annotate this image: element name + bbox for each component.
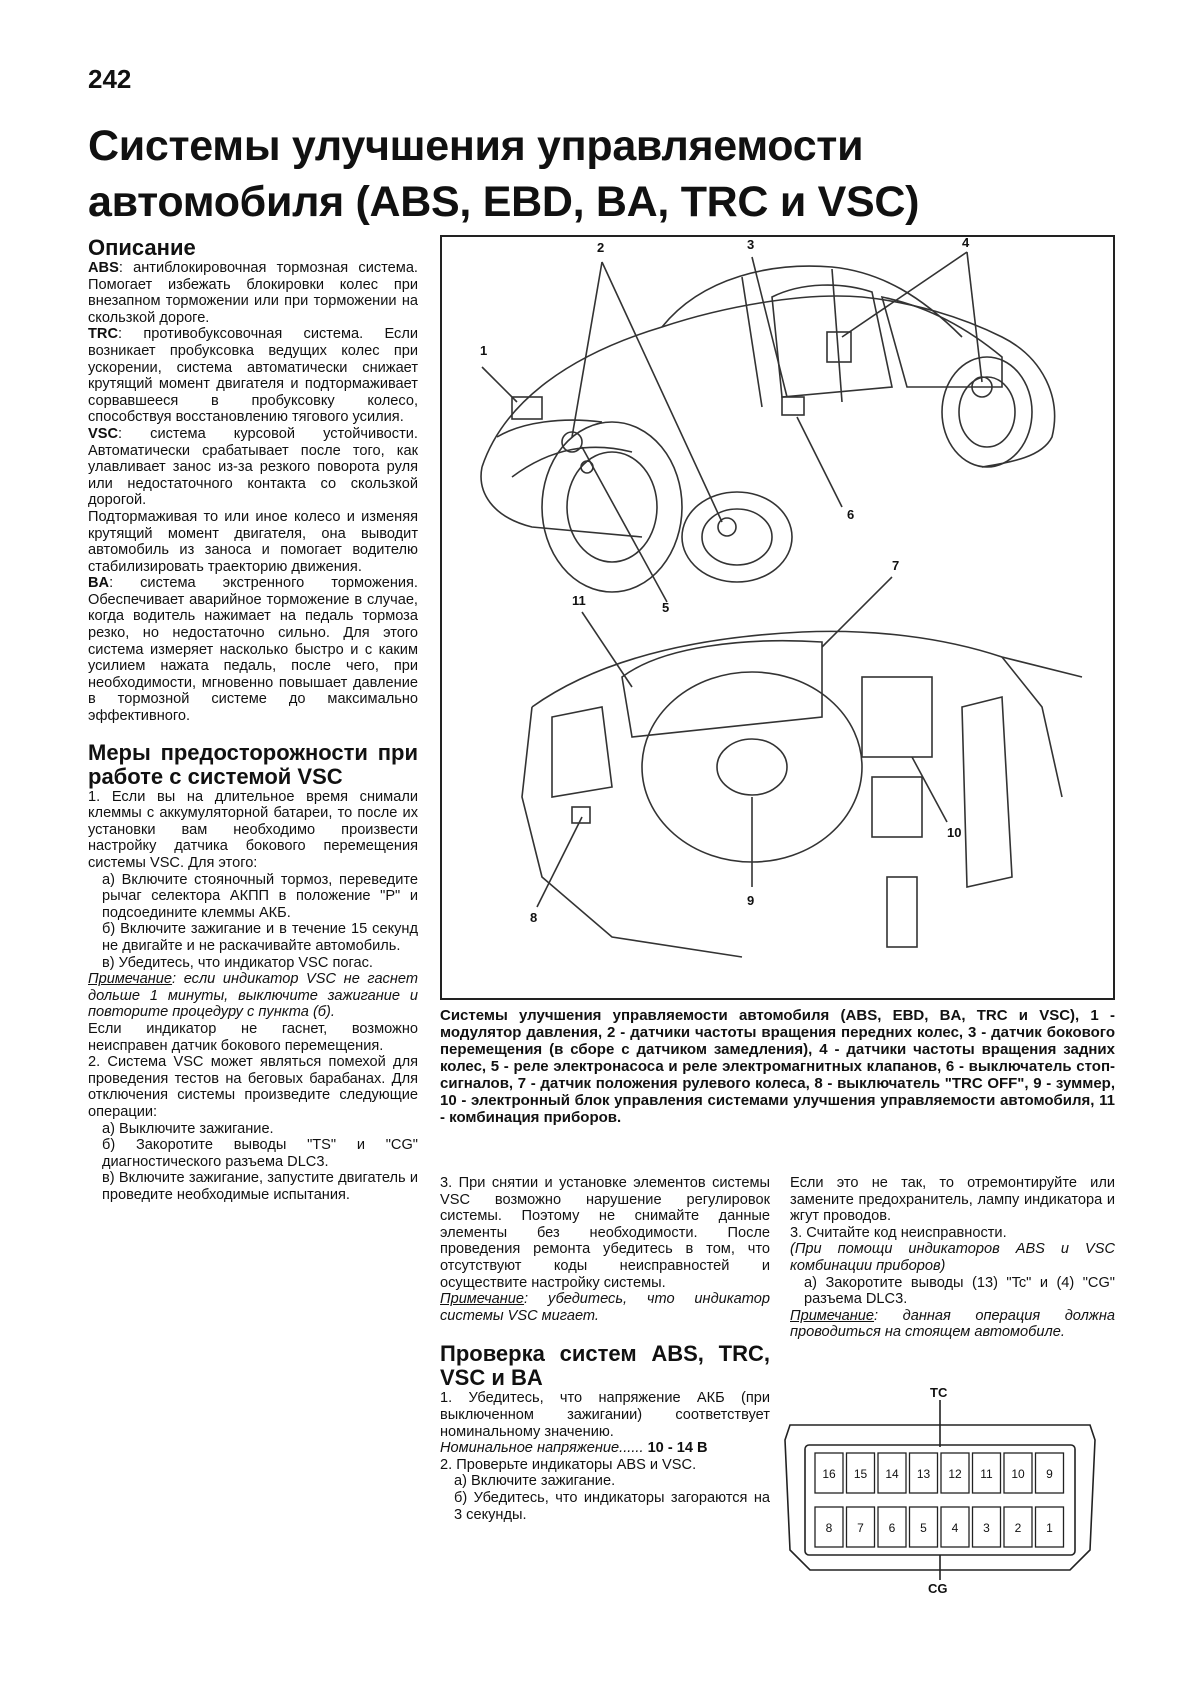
figure-caption: Системы улучшения управляемости автомобиля (ABS, EBD, BA, TRC и VSC), 1 - модулятор давления, 2 - датчики частоты вращения передних колес, 3 - датчик бокового перемещения (в сборе с датчиком замедления), 4 - датчики частоты вращения задних колес, 5 - реле электронасоса и реле электромагнитных клапанов, 6 - выключатель стоп-сигналов, 7 - датчик положения рулевого колеса, 8 - выключатель "TRC OFF", 9 - зуммер, 10 - электронный блок управления системами улучшения управляемости автомобиля, 11 - комбинация приборов. xyxy=(440,1007,1115,1126)
desc-trc: TRC: противобуксовочная система. Если возникает пробуксовка ведущих колес при ускорении, система автоматически снижает крутящий момент двигателя и подтормаживает сорвавшееся в пробуксовку колесо, способствуя восстановлению тягового усилия. xyxy=(88,326,418,426)
nominal-voltage: Номинальное напряжение...... 10 - 14 В xyxy=(440,1440,708,1457)
connector-pin-number: 5 xyxy=(920,1521,927,1535)
dlc3-connector-drawing xyxy=(770,1385,1110,1595)
precaution-2: 2. Система VSC может являться помехой для проведения тестов на беговых барабанах. Для отключения системы произведите следующие операции: xyxy=(88,1054,418,1120)
callout-5: 5 xyxy=(662,600,670,615)
check-1: 1. Убедитесь, что напряжение АКБ (при выключенном зажигании) соответствует номинальному значению. xyxy=(440,1390,770,1440)
desc-vsc: VSC: система курсовой устойчивости. Автоматически срабатывает после того, как улавливает занос из-за резкого поворота руля или недостаточного контакта со скользкой дорогой. xyxy=(88,425,418,509)
left-column xyxy=(88,236,418,1203)
connector-pin-number: 14 xyxy=(885,1467,899,1481)
callout-1: 1 xyxy=(480,343,488,358)
right-column xyxy=(790,1175,1115,1341)
desc-abs: ABS: антиблокировочная тормозная система. Помогает избежать блокировки колес при внезапном торможении или при торможении на скользкой дороге. xyxy=(88,260,418,326)
check-2a: а) Включите зажигание. xyxy=(454,1473,616,1490)
connector-pin-number: 11 xyxy=(980,1467,993,1481)
callout-4: 4 xyxy=(962,237,970,250)
dlc3-bottom-row xyxy=(815,1507,1064,1547)
connector-pin-number: 9 xyxy=(1046,1467,1053,1481)
precaution-1d: Если индикатор не гаснет, возможно неисправен датчик бокового перемещения. xyxy=(88,1020,418,1054)
note-2: Примечание: убедитесь, что индикатор системы VSC мигает. xyxy=(440,1291,770,1324)
connector-pin-number: 7 xyxy=(857,1521,864,1535)
callout-8: 8 xyxy=(530,910,538,925)
right-text-3a: а) Закоротите выводы (13) "Tc" и (4) "CG" разъема DLC3. xyxy=(804,1274,1115,1308)
dlc3-connector-diagram xyxy=(770,1385,1110,1595)
callout-3: 3 xyxy=(747,237,755,252)
connector-pin-number: 6 xyxy=(888,1521,896,1535)
precaution-3: 3. При снятии и установке элементов системы VSC возможно нарушение регулировок системы. Поэтому не снимайте данные элементы без необходимости. После проведения ремонта убедитесь в том, что отсутствуют коды неисправностей и осуществите настройку системы. xyxy=(440,1175,770,1291)
connector-pin-number: 13 xyxy=(916,1467,931,1481)
precaution-1a: а) Включите стояночный тормоз, переведите рычаг селектора АКПП в положение "P" и подсоедините клеммы АКБ. xyxy=(102,871,418,921)
precautions-heading: Меры предосторожности при работе с системой VSC xyxy=(88,739,418,789)
check-2b: б) Убедитесь, что индикаторы загораются на 3 секунды. xyxy=(454,1489,770,1523)
desc-vsc-cont: Подтормаживая то или иное колесо и изменяя крутящий момент двигателя, она выводит автомобиль из заноса и помогает водителю стабилизировать траекторию движения. xyxy=(88,508,418,575)
page-title: Системы улучшения управляемости автомобиля (ABS, EBD, BA, TRC и VSC) xyxy=(88,122,920,226)
precaution-2c: в) Включите зажигание, запустите двигатель и проведите необходимые испытания. xyxy=(102,1170,418,1203)
connector-pin-number: 12 xyxy=(948,1467,962,1481)
callout-9: 9 xyxy=(747,893,755,908)
car-diagram-drawing xyxy=(442,237,1113,998)
page-number: 242 xyxy=(88,64,132,94)
connector-pin-number: 15 xyxy=(853,1467,868,1481)
connector-pin-number: 10 xyxy=(1011,1467,1025,1481)
dlc3-top-row xyxy=(815,1453,1064,1493)
callout-2: 2 xyxy=(597,240,605,255)
callout-7: 7 xyxy=(892,558,900,573)
connector-pin-number: 2 xyxy=(1014,1521,1022,1535)
connector-pin-number: 16 xyxy=(822,1467,836,1481)
connector-pin-number: 3 xyxy=(983,1521,990,1535)
precaution-1b: б) Включите зажигание и в течение 15 секунд не двигайте и не раскачивайте автомобиль. xyxy=(102,921,418,954)
callout-6: 6 xyxy=(847,507,855,522)
callout-10: 10 xyxy=(947,825,962,840)
precaution-1: 1. Если вы на длительное время снимали клеммы с аккумуляторной батареи, то после их установки вам необходимо произвести настройку датчика бокового перемещения системы VSC. Для этого: xyxy=(88,788,418,871)
callout-11: 11 xyxy=(572,593,586,608)
middle-column xyxy=(440,1175,770,1523)
note-1: Примечание: если индикатор VSC не гаснет дольше 1 минуты, выключите зажигание и повторите процедуру с пункта (б). xyxy=(88,971,418,1021)
connector-pin-number: 4 xyxy=(951,1521,959,1535)
system-diagram-figure xyxy=(440,235,1115,1000)
check-heading: Проверка систем ABS, TRC, VSC и BA xyxy=(440,1341,770,1391)
precaution-2a: а) Выключите зажигание. xyxy=(102,1120,274,1137)
precaution-1c: в) Убедитесь, что индикатор VSC погас. xyxy=(102,954,373,971)
right-text-3: (При помощи индикаторов ABS и VSC комбинации приборов) xyxy=(790,1241,1115,1274)
right-text-1: Если это не так, то отремонтируйте или замените предохранитель, лампу индикатора и жгут проводов. xyxy=(790,1175,1115,1225)
connector-pin-number: 8 xyxy=(825,1521,833,1535)
description-heading: Описание xyxy=(88,235,196,260)
right-text-2: 3. Считайте код неисправности. xyxy=(790,1224,1007,1241)
note-3: Примечание: данная операция должна проводиться на стоящем автомобиле. xyxy=(790,1307,1115,1341)
desc-ba: BA: система экстренного торможения. Обеспечивает аварийное торможение в случае, когда водитель нажимает на педаль тормоза резко, но недостаточно сильно. Для этого система измеряет насколько быстро и с каким усилием нажата педаль, после чего, при необходимости, мгновенно повышает давление в тормозной системе до максимально эффективного. xyxy=(88,575,418,725)
connector-pin-number: 1 xyxy=(1046,1521,1053,1535)
connector-cg-label: CG xyxy=(928,1581,948,1595)
precaution-2b: б) Закоротите выводы "TS" и "CG" диагностического разъема DLC3. xyxy=(102,1137,418,1170)
check-2: 2. Проверьте индикаторы ABS и VSC. xyxy=(440,1456,697,1473)
connector-tc-label: TC xyxy=(930,1385,948,1400)
